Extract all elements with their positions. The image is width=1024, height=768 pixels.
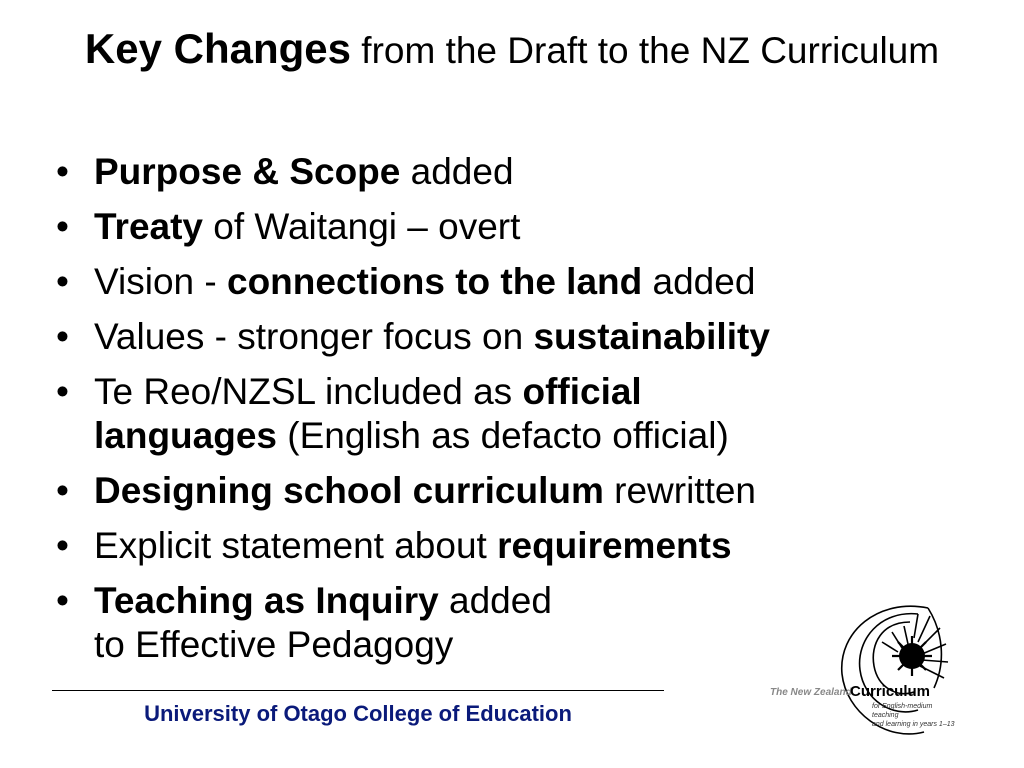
logo-tagline-2: and learning in years 1–13 [872,721,955,728]
bullet-item [56,150,956,194]
bullet-bold: official [522,371,642,412]
bullet-text: (English as defacto official) [277,415,729,456]
bullet-item [56,260,956,304]
logo-prefix: The New Zealand [770,687,852,698]
title-rest: from the Draft to the NZ Curriculum [351,30,940,71]
slide-title [60,26,964,74]
bullet-text: of Waitangi – overt [203,206,521,247]
bullet-text: added [642,261,756,302]
bullet-bold: Teaching as Inquiry [94,580,439,621]
nz-curriculum-logo [768,592,958,752]
bullet-text: added [400,151,514,192]
bullet-text: Values - stronger focus on [94,316,534,357]
footer-institution: University of Otago College of Education [144,701,572,726]
title-bold: Key Changes [84,25,352,72]
footer-divider [52,690,664,691]
bullet-bold: Purpose & Scope [94,151,401,192]
bullet-bold: requirements [497,525,732,566]
bullet-bold: languages [94,415,277,456]
bullet-item [56,469,956,513]
bullet-text: Explicit statement about [94,525,498,566]
bullet-line-2 [94,414,956,458]
bullet-bold: sustainability [533,316,770,357]
bullet-text: added [438,580,552,621]
bullet-bold: Treaty [94,206,204,247]
bullet-item [56,315,956,359]
logo-name: Curriculum [850,683,931,700]
bullet-text: Te Reo/NZSL included as [94,371,523,412]
bullet-item [56,524,956,568]
logo-tagline [872,702,958,729]
bullet-bold: Designing school curriculum [94,470,604,511]
bullet-line-2: to Effective Pedagogy [94,624,454,665]
logo-tagline-1: for English-medium teaching [872,703,933,719]
bullet-text: rewritten [603,470,757,511]
bullet-item [56,205,956,249]
bullet-bold: connections to the land [227,261,643,302]
bullet-item [56,370,956,458]
bullet-text: Vision - [94,261,227,302]
